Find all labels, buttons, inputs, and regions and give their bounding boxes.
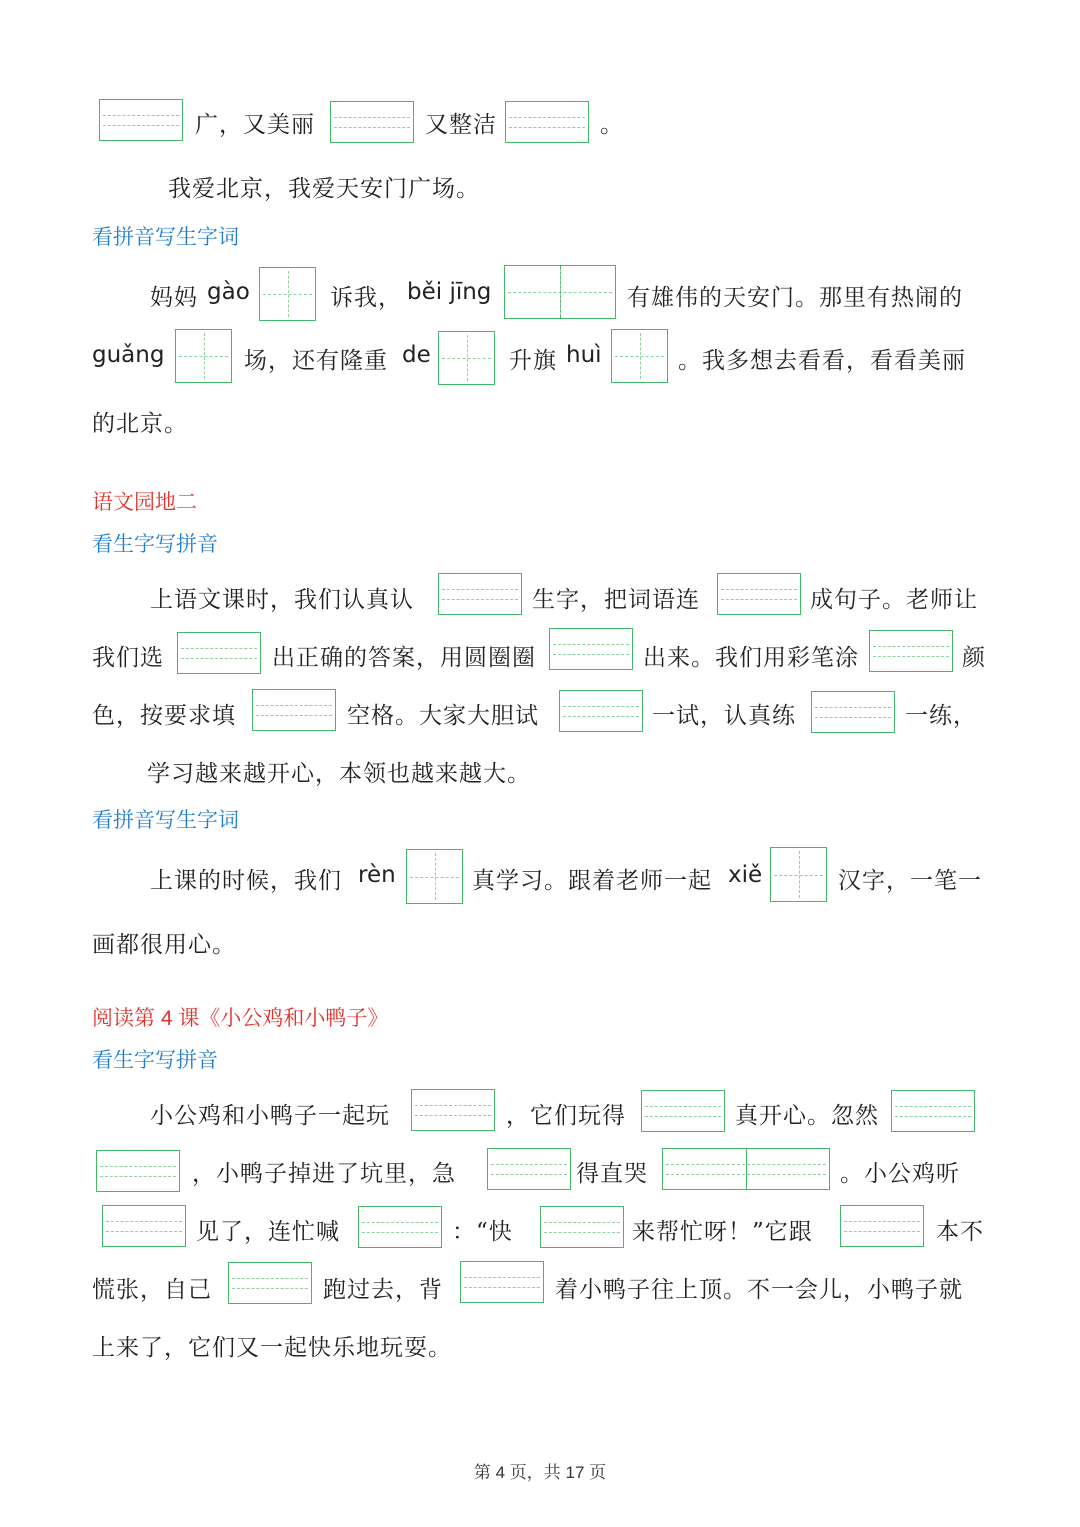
pinyin: běi jīng: [407, 279, 492, 305]
answer-box[interactable]: [330, 101, 414, 143]
text-segment: 。: [600, 112, 624, 138]
text-segment: 有雄伟的天安门。那里有热闹的: [627, 285, 963, 311]
text-line: 学习越来越开心，本领也越来越大。: [147, 761, 531, 787]
text-segment: 来帮忙呀！”它跟: [632, 1219, 813, 1245]
text-line: 画都很用心。: [92, 932, 236, 958]
answer-box[interactable]: [840, 1205, 924, 1247]
answer-box[interactable]: [102, 1205, 186, 1247]
tianzige-box[interactable]: [406, 849, 463, 904]
answer-box[interactable]: [662, 1148, 830, 1190]
lesson-title: 语文园地二: [92, 491, 197, 514]
text-segment: 真开心。忽然: [735, 1103, 879, 1129]
text-line: 上来了，它们又一起快乐地玩耍。: [92, 1335, 452, 1361]
lesson-title: 阅读第 4 课《小公鸡和小鸭子》: [92, 1007, 389, 1030]
answer-box[interactable]: [559, 690, 643, 732]
text-segment: ，小鸭子掉进了坑里，急: [192, 1161, 456, 1187]
pinyin: huì: [566, 342, 602, 368]
text-line: 我爱北京，我爱天安门广场。: [168, 176, 480, 202]
text-segment: 得直哭: [576, 1161, 648, 1187]
answer-box[interactable]: [487, 1148, 571, 1190]
answer-box[interactable]: [177, 632, 261, 674]
text-segment: 升旗: [509, 348, 557, 374]
pinyin: de: [402, 342, 431, 368]
text-segment: 小公鸡和小鸭子一起玩: [150, 1103, 390, 1129]
answer-box[interactable]: [460, 1261, 544, 1303]
pinyin: rèn: [358, 862, 396, 888]
section-heading: 看拼音写生字词: [92, 226, 239, 249]
answer-box[interactable]: [891, 1090, 975, 1132]
answer-box[interactable]: [228, 1262, 312, 1304]
text-segment: 着小鸭子往上顶。不一会儿，小鸭子就: [555, 1277, 963, 1303]
text-segment: 妈妈: [150, 285, 198, 311]
box-divider: [560, 266, 561, 318]
text-segment: 汉字，一笔一: [838, 868, 982, 894]
answer-box[interactable]: [252, 689, 336, 731]
answer-box[interactable]: [549, 628, 633, 670]
answer-box[interactable]: [811, 691, 895, 733]
tianzige-box[interactable]: [438, 331, 495, 385]
text-segment: 上语文课时，我们认真认: [150, 587, 414, 613]
box-divider: [746, 1149, 747, 1189]
tianzige-box[interactable]: [175, 329, 232, 383]
text-segment: 又整洁: [425, 112, 497, 138]
section-heading: 看拼音写生字词: [92, 809, 239, 832]
text-segment: 慌张，自己: [92, 1277, 212, 1303]
tianzige-box[interactable]: [504, 265, 616, 319]
answer-box[interactable]: [96, 1150, 180, 1192]
tianzige-box[interactable]: [259, 267, 316, 321]
page-number: 第 4 页，共 17 页: [473, 1463, 607, 1482]
section-heading: 看生字写拼音: [92, 1049, 218, 1072]
text-segment: 上课的时候，我们: [150, 868, 342, 894]
tianzige-box[interactable]: [770, 847, 827, 902]
text-segment: 本不: [936, 1219, 984, 1245]
text-segment: 。小公鸡听: [840, 1161, 960, 1187]
answer-box[interactable]: [438, 573, 522, 615]
answer-box[interactable]: [505, 101, 589, 143]
answer-box[interactable]: [641, 1090, 725, 1132]
text-segment: 见了，连忙喊: [196, 1219, 340, 1245]
text-segment: 成句子。老师让: [810, 587, 978, 613]
answer-box[interactable]: [411, 1089, 495, 1131]
text-segment: 我们选: [92, 645, 164, 671]
text-segment: 。我多想去看看，看看美丽: [678, 348, 966, 374]
pinyin: xiě: [728, 862, 763, 888]
text-segment: 广，又美丽: [195, 112, 315, 138]
section-heading: 看生字写拼音: [92, 533, 218, 556]
text-segment: 真学习。跟着老师一起: [472, 868, 712, 894]
pinyin: guǎng: [92, 342, 165, 368]
pinyin: gào: [207, 279, 250, 305]
answer-box[interactable]: [358, 1206, 442, 1248]
text-segment: 色，按要求填: [92, 703, 236, 729]
text-segment: 空格。大家大胆试: [347, 703, 539, 729]
text-segment: 跑过去，背: [323, 1277, 443, 1303]
tianzige-box[interactable]: [611, 329, 668, 383]
text-segment: ：“快: [452, 1219, 513, 1245]
text-line: 的北京。: [92, 411, 188, 437]
text-segment: 一练，: [905, 703, 977, 729]
text-segment: 出正确的答案，用圆圈圈: [272, 645, 536, 671]
text-segment: 场，还有隆重: [244, 348, 388, 374]
answer-box[interactable]: [717, 573, 801, 615]
answer-box[interactable]: [540, 1206, 624, 1248]
text-segment: 出来。我们用彩笔涂: [643, 645, 859, 671]
answer-box[interactable]: [869, 630, 953, 672]
text-segment: ，它们玩得: [506, 1103, 626, 1129]
text-segment: 颜: [962, 645, 986, 671]
text-segment: 一试，认真练: [652, 703, 796, 729]
answer-box[interactable]: [99, 99, 183, 141]
text-segment: 生字，把词语连: [532, 587, 700, 613]
text-segment: 诉我，: [330, 285, 402, 311]
